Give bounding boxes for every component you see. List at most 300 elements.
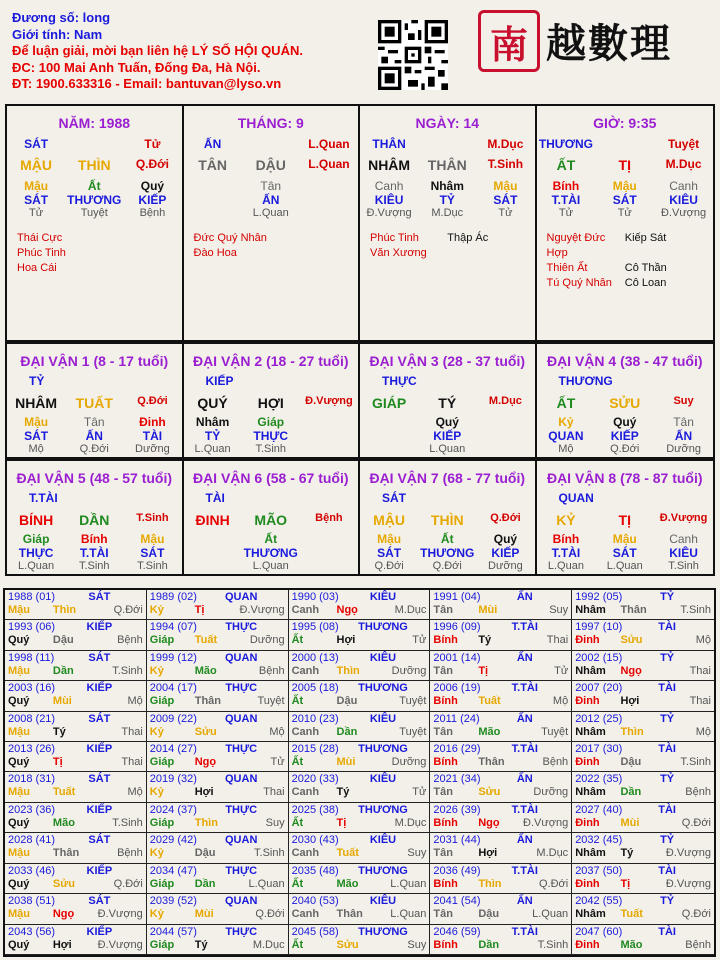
year-cell xyxy=(147,833,289,863)
year-life-stage: Thai xyxy=(121,756,143,769)
stem-branch: ẤT xyxy=(556,157,576,173)
year-branch: Dần xyxy=(52,664,74,677)
hidden-god: THƯƠNG xyxy=(243,546,298,560)
life-stage: Q.Đới xyxy=(374,560,404,572)
year-god: TỶ xyxy=(660,591,675,603)
year-god: TÀI xyxy=(658,803,676,816)
dai-van-hidden-gods xyxy=(537,429,714,443)
year-stem: Mậu xyxy=(8,847,30,860)
year-life-stage: Dưỡng xyxy=(391,664,427,677)
year-header xyxy=(8,621,143,634)
life-stage: T.Sinh xyxy=(78,560,110,572)
hidden-stem: Tân xyxy=(260,179,282,193)
year-cell xyxy=(289,772,431,802)
stem-branch: TỊ xyxy=(618,157,631,173)
year-label: 2016 (29) xyxy=(433,743,481,756)
year-cell xyxy=(572,803,714,833)
dai-van-title: ĐẠI VẬN 3 (28 - 37 tuổi) xyxy=(369,353,526,369)
year-cell xyxy=(430,590,572,620)
year-god: KIÊU xyxy=(369,773,397,786)
year-life-stage: Mộ xyxy=(695,634,711,647)
year-pillar xyxy=(150,756,285,769)
year-branch: Dậu xyxy=(620,756,642,769)
hidden-god: T.TÀI xyxy=(551,193,581,207)
year-cell xyxy=(430,803,572,833)
year-cell xyxy=(147,803,289,833)
year-god: TÀI xyxy=(658,682,676,695)
year-stem: Quý xyxy=(8,877,30,890)
hidden-stem: Bính xyxy=(552,532,580,546)
year-life-stage: Bệnh xyxy=(685,938,711,951)
year-god: TỶ xyxy=(660,773,675,786)
hidden-god: THỰC xyxy=(18,546,54,560)
year-cell xyxy=(147,651,289,681)
pillar-3 xyxy=(537,106,714,340)
year-branch: Thìn xyxy=(336,664,360,677)
stem-branch: ẤT xyxy=(556,395,576,411)
year-label: 2037 (50) xyxy=(575,864,623,877)
year-god: KIẾP xyxy=(86,925,113,938)
year-stem: Canh xyxy=(291,786,320,799)
year-stem: Canh xyxy=(291,847,320,860)
year-cell xyxy=(572,590,714,620)
year-life-stage: M.Dục xyxy=(252,938,285,951)
hidden-god: KIẾP xyxy=(491,546,520,560)
year-god: TÀI xyxy=(658,621,676,634)
year-god: KIÊU xyxy=(369,895,397,908)
year-branch: Dần xyxy=(194,877,216,890)
year-god: THƯƠNG xyxy=(358,925,408,938)
dai-van-hidden-gods xyxy=(7,429,182,443)
year-pillar xyxy=(575,756,711,769)
year-stem: Quý xyxy=(8,938,30,951)
dai-van-god: QUAN xyxy=(558,491,594,505)
hidden-stem xyxy=(360,415,418,429)
hidden-stem xyxy=(476,415,534,429)
pillar-stem-branch xyxy=(7,157,182,173)
year-cell xyxy=(5,620,147,650)
year-header xyxy=(292,591,427,604)
life-stage: Tử xyxy=(498,207,513,219)
year-pillar xyxy=(292,847,427,860)
star-name xyxy=(94,261,171,276)
pillar-life-stages xyxy=(360,207,535,219)
life-stage: Q.Đới xyxy=(135,157,170,171)
year-god: KIÊU xyxy=(369,651,397,664)
year-god: TỶ xyxy=(660,712,675,725)
year-life-stage: Đ.Vượng xyxy=(665,877,711,890)
hidden-god: ẤN xyxy=(262,193,280,207)
hidden-god: SÁT xyxy=(493,193,518,207)
year-cell xyxy=(147,620,289,650)
dai-van-hidden-stems xyxy=(537,415,714,429)
life-stage: Đ.Vượng xyxy=(366,207,412,219)
pillar-2 xyxy=(360,106,537,340)
year-pillar xyxy=(575,939,711,952)
life-stage: Đ.Vượng xyxy=(660,207,707,219)
year-branch: Thìn xyxy=(194,816,218,829)
year-header xyxy=(8,895,143,908)
year-branch: Thân xyxy=(620,604,647,616)
hidden-stem: Giáp xyxy=(257,415,285,429)
year-cell xyxy=(572,925,714,955)
stem-branch: THÂN xyxy=(427,157,467,173)
year-life-stage: L.Quan xyxy=(390,877,427,890)
star-name xyxy=(271,231,348,246)
stem-branch: THÌN xyxy=(430,512,464,528)
year-label: 2001 (14) xyxy=(433,651,481,664)
year-life-stage: T.Sinh xyxy=(537,938,569,951)
pillar-stem-branch xyxy=(184,157,359,173)
year-life-stage: T.Sinh xyxy=(680,756,711,769)
year-label: 2039 (52) xyxy=(149,895,197,908)
pillar-title: GIỜ: 9:35 xyxy=(593,115,657,131)
year-god: T.TÀI xyxy=(511,743,538,756)
year-header xyxy=(292,895,427,908)
life-stage: Q.Đới xyxy=(610,443,640,455)
year-stem: Quý xyxy=(8,634,30,647)
year-stem: Giáp xyxy=(149,816,175,829)
year-branch: Sửu xyxy=(194,725,217,738)
star-name xyxy=(271,246,348,261)
year-life-stage: Thai xyxy=(121,725,143,738)
year-pillar xyxy=(433,939,568,952)
year-branch: Tuất xyxy=(478,695,501,708)
dai-van-title: ĐẠI VẬN 5 (48 - 57 tuổi) xyxy=(16,470,173,486)
year-branch: Sửu xyxy=(620,634,643,647)
year-label: 2013 (26) xyxy=(8,743,56,756)
owner-info xyxy=(12,10,303,93)
hidden-god: T.TÀI xyxy=(551,546,581,560)
year-label: 2045 (58) xyxy=(291,925,339,938)
dai-van-title: ĐẠI VẬN 6 (58 - 67 tuổi) xyxy=(192,470,349,486)
stem-branch: NHÂM xyxy=(15,395,58,411)
year-branch: Mão xyxy=(52,816,75,829)
year-branch: Tuất xyxy=(620,908,643,921)
year-cell xyxy=(572,620,714,650)
year-life-stage: Tuyệt xyxy=(399,725,427,738)
year-cell xyxy=(289,803,431,833)
hidden-god: KIÊU xyxy=(374,193,404,207)
year-stem: Nhâm xyxy=(575,725,606,738)
year-pillar xyxy=(575,634,711,647)
pillar-hidden-gods xyxy=(360,193,535,207)
year-god: ẤN xyxy=(516,712,533,725)
year-stem: Mậu xyxy=(8,786,30,799)
year-branch: Mùi xyxy=(194,908,214,921)
year-branch: Dần xyxy=(336,725,358,738)
year-cell xyxy=(289,681,431,711)
year-stem: Canh xyxy=(291,604,320,616)
year-branch: Thìn xyxy=(52,604,77,616)
hidden-stem: Quý xyxy=(613,415,637,429)
year-header xyxy=(292,804,427,817)
pillar-god: Tử xyxy=(144,137,161,151)
year-branch: Tuất xyxy=(336,847,359,860)
year-god: TỶ xyxy=(660,895,675,908)
pillar-hidden-stems xyxy=(360,179,535,193)
year-branch: Tị xyxy=(478,664,489,677)
year-life-stage: Thai xyxy=(263,786,285,799)
year-label: 2007 (20) xyxy=(575,682,623,695)
year-pillar xyxy=(433,604,568,617)
life-stage xyxy=(300,207,358,219)
life-stage: Dưỡng xyxy=(135,443,170,455)
life-stage: L.Quan xyxy=(252,560,289,572)
hidden-stem: Quý xyxy=(140,179,165,193)
pillar-god: THƯƠNG xyxy=(538,137,593,151)
dai-van-god: TÀI xyxy=(205,491,225,505)
life-stage: L.Quan xyxy=(194,443,231,455)
year-pillar xyxy=(8,878,143,891)
life-stage: Tử xyxy=(558,207,573,219)
year-stem: Tân xyxy=(433,786,453,799)
year-pillar xyxy=(575,695,711,708)
year-life-stage: L.Quan xyxy=(248,877,285,890)
hidden-stem xyxy=(300,179,358,193)
year-header xyxy=(433,743,568,756)
pillar-stars xyxy=(537,231,714,291)
life-stage: Q.Đới xyxy=(137,395,168,407)
year-label: 2019 (32) xyxy=(149,773,197,786)
stem-branch: DẦN xyxy=(79,512,110,528)
year-stem: Kỷ xyxy=(149,908,164,921)
hidden-stem: Giáp xyxy=(22,532,50,546)
year-label: 2047 (60) xyxy=(575,925,623,938)
dai-van-5 xyxy=(7,461,184,574)
year-label: 1993 (06) xyxy=(8,621,56,634)
year-cell xyxy=(430,772,572,802)
year-header xyxy=(150,926,285,939)
year-god: THỰC xyxy=(225,682,258,695)
year-label: 1989 (02) xyxy=(149,591,197,603)
life-stage: Suy xyxy=(673,395,694,407)
year-header xyxy=(292,773,427,786)
stem-branch: BÍNH xyxy=(18,512,54,528)
dai-van-god: SÁT xyxy=(382,491,406,505)
life-stage: Q.Đới xyxy=(490,512,521,524)
year-life-stage: Q.Đới xyxy=(113,604,143,616)
dai-van-title: ĐẠI VẬN 1 (8 - 17 tuổi) xyxy=(20,353,169,369)
star-name: Kiếp Sát xyxy=(624,232,667,244)
year-stem: Mậu xyxy=(8,725,30,738)
year-branch: Thìn xyxy=(478,877,502,890)
year-stem: Bính xyxy=(433,756,458,769)
year-label: 1997 (10) xyxy=(575,621,623,634)
star-name xyxy=(447,246,524,261)
hidden-stem: Ất xyxy=(87,179,101,193)
year-life-stage: Thai xyxy=(546,634,569,647)
year-pillar xyxy=(575,817,711,830)
year-header xyxy=(292,834,427,847)
hidden-stem: Quý xyxy=(493,532,518,546)
year-stem: Quý xyxy=(8,816,30,829)
year-pillar xyxy=(433,665,568,678)
hidden-god xyxy=(360,429,418,443)
year-branch: Tý xyxy=(194,938,208,951)
year-label: 1998 (11) xyxy=(8,651,55,664)
year-cell xyxy=(289,620,431,650)
dai-van-hidden-stems xyxy=(184,532,359,546)
pillar-stars xyxy=(7,231,182,276)
year-header xyxy=(150,713,285,726)
year-stem: Canh xyxy=(291,908,320,921)
star-name: Đức Quý Nhân xyxy=(193,232,267,244)
pillar-god xyxy=(418,137,476,151)
life-stage: L.Quan xyxy=(252,207,289,219)
year-life-stage: Bệnh xyxy=(542,756,569,769)
pillar-stars xyxy=(184,231,359,261)
year-god: QUAN xyxy=(225,591,258,603)
hidden-god: TỶ xyxy=(204,429,221,443)
year-stem: Bính xyxy=(433,695,458,708)
year-label: 2022 (35) xyxy=(575,773,623,786)
life-stage: Bệnh xyxy=(315,512,343,524)
hidden-stem: Mậu xyxy=(24,179,49,193)
year-branch: Sửu xyxy=(336,938,359,951)
year-god: SÁT xyxy=(88,712,111,725)
dai-van-stem-branch xyxy=(7,395,182,411)
year-life-stage: Bệnh xyxy=(685,786,711,799)
year-pillar xyxy=(292,604,427,617)
year-life-stage: Suy xyxy=(265,816,285,829)
year-header xyxy=(433,591,568,604)
hidden-god: THỰC xyxy=(253,429,289,443)
brand-logo: 越數理 xyxy=(546,20,672,67)
year-branch: Thân xyxy=(52,847,80,860)
year-pillar xyxy=(433,847,568,860)
year-life-stage: Tuyệt xyxy=(257,695,285,708)
star-name: Thập Ác xyxy=(447,232,489,244)
year-cell xyxy=(5,894,147,924)
life-stage: Đ.Vượng xyxy=(305,395,353,407)
year-header xyxy=(575,773,711,786)
life-stage: L.Quan xyxy=(308,157,350,171)
year-label: 2023 (36) xyxy=(8,803,56,816)
year-pillar xyxy=(292,939,427,952)
year-pillar xyxy=(8,665,143,678)
year-cell xyxy=(5,833,147,863)
life-stage: Tử xyxy=(617,207,632,219)
year-header xyxy=(292,682,427,695)
year-header xyxy=(433,652,568,665)
year-header xyxy=(150,621,285,634)
year-pillar xyxy=(433,786,568,799)
year-header xyxy=(575,713,711,726)
year-header xyxy=(8,804,143,817)
dai-van-row-2 xyxy=(5,459,715,576)
year-label: 2027 (40) xyxy=(575,803,623,816)
hidden-god xyxy=(300,193,358,207)
star-name: Tú Quý Nhân xyxy=(546,277,612,289)
year-header xyxy=(575,804,711,817)
star-name: Phúc Tinh xyxy=(370,232,419,244)
stem-branch: THÌN xyxy=(77,157,111,173)
year-pillar xyxy=(575,847,711,860)
year-header xyxy=(8,591,143,604)
year-pillar xyxy=(8,634,143,647)
year-stem: Nhâm xyxy=(575,908,606,921)
star-name: Hoa Cái xyxy=(17,262,57,274)
hidden-stem: Mậu xyxy=(24,415,49,429)
year-god: ẤN xyxy=(516,651,533,664)
life-stage: T.Sinh xyxy=(136,512,169,524)
year-branch: Mão xyxy=(336,877,359,890)
year-stem: Giáp xyxy=(149,695,175,708)
hidden-god: SÁT xyxy=(612,546,637,560)
hidden-stem: Đinh xyxy=(139,415,166,429)
star-name: Cô Loan xyxy=(624,277,667,289)
year-pillar xyxy=(433,756,568,769)
year-branch: Sửu xyxy=(52,877,75,890)
year-pillar xyxy=(150,726,285,739)
year-god: KIẾP xyxy=(86,621,113,634)
life-stage: M.Dục xyxy=(488,395,522,407)
year-label: 2020 (33) xyxy=(291,773,339,786)
year-header xyxy=(8,834,143,847)
dai-van-title: ĐẠI VẬN 8 (78 - 87 tuổi) xyxy=(546,470,703,486)
year-stem: Tân xyxy=(433,908,453,921)
year-pillar xyxy=(292,908,427,921)
year-cell xyxy=(572,742,714,772)
dai-van-hidden-stems xyxy=(360,532,535,546)
year-stem: Canh xyxy=(291,725,320,738)
year-header xyxy=(433,926,568,939)
dai-van-hidden-gods xyxy=(360,546,535,560)
stem-branch: GIÁP xyxy=(371,395,407,411)
year-god: TÀI xyxy=(658,743,676,756)
star-name: Cô Thần xyxy=(624,262,667,274)
year-label: 2040 (53) xyxy=(291,895,339,908)
year-life-stage: Đ.Vượng xyxy=(97,908,143,921)
hidden-god xyxy=(300,429,358,443)
qr-code-icon[interactable] xyxy=(378,20,448,90)
year-stem: Giáp xyxy=(149,634,175,647)
year-label: 2038 (51) xyxy=(8,895,56,908)
year-label: 2011 (24) xyxy=(433,712,480,725)
hidden-stem xyxy=(300,532,358,546)
hidden-god: SÁT xyxy=(24,193,49,207)
year-branch: Mão xyxy=(194,664,217,677)
year-pillar xyxy=(150,878,285,891)
year-god: QUAN xyxy=(225,773,258,786)
dai-van-life-stages xyxy=(184,560,359,572)
stem-branch: TỊ xyxy=(618,512,631,528)
dai-van-hidden-gods xyxy=(7,546,182,560)
hidden-god: ẤN xyxy=(674,429,693,443)
year-stem: Ất xyxy=(291,695,304,708)
year-branch: Mùi xyxy=(52,695,72,708)
year-life-stage: Đ.Vượng xyxy=(523,816,569,829)
star-name: Nguyệt Đức Hợp xyxy=(546,232,606,259)
year-header xyxy=(8,926,143,939)
year-cell xyxy=(430,894,572,924)
year-life-stage: Mộ xyxy=(127,695,143,708)
pillar-1 xyxy=(184,106,361,340)
pillar-hidden-gods xyxy=(537,193,714,207)
year-life-stage: Tuyệt xyxy=(541,725,569,738)
year-cell xyxy=(289,833,431,863)
pillar-title: NGÀY: 14 xyxy=(415,115,480,131)
life-stage: L.Quan xyxy=(18,560,55,572)
pillar-hidden-gods xyxy=(7,193,182,207)
dai-van-8 xyxy=(537,461,714,574)
year-god: ẤN xyxy=(516,773,533,786)
year-stem: Bính xyxy=(433,877,458,890)
year-cell xyxy=(5,803,147,833)
year-label: 2008 (21) xyxy=(8,712,56,725)
year-header xyxy=(292,743,427,756)
